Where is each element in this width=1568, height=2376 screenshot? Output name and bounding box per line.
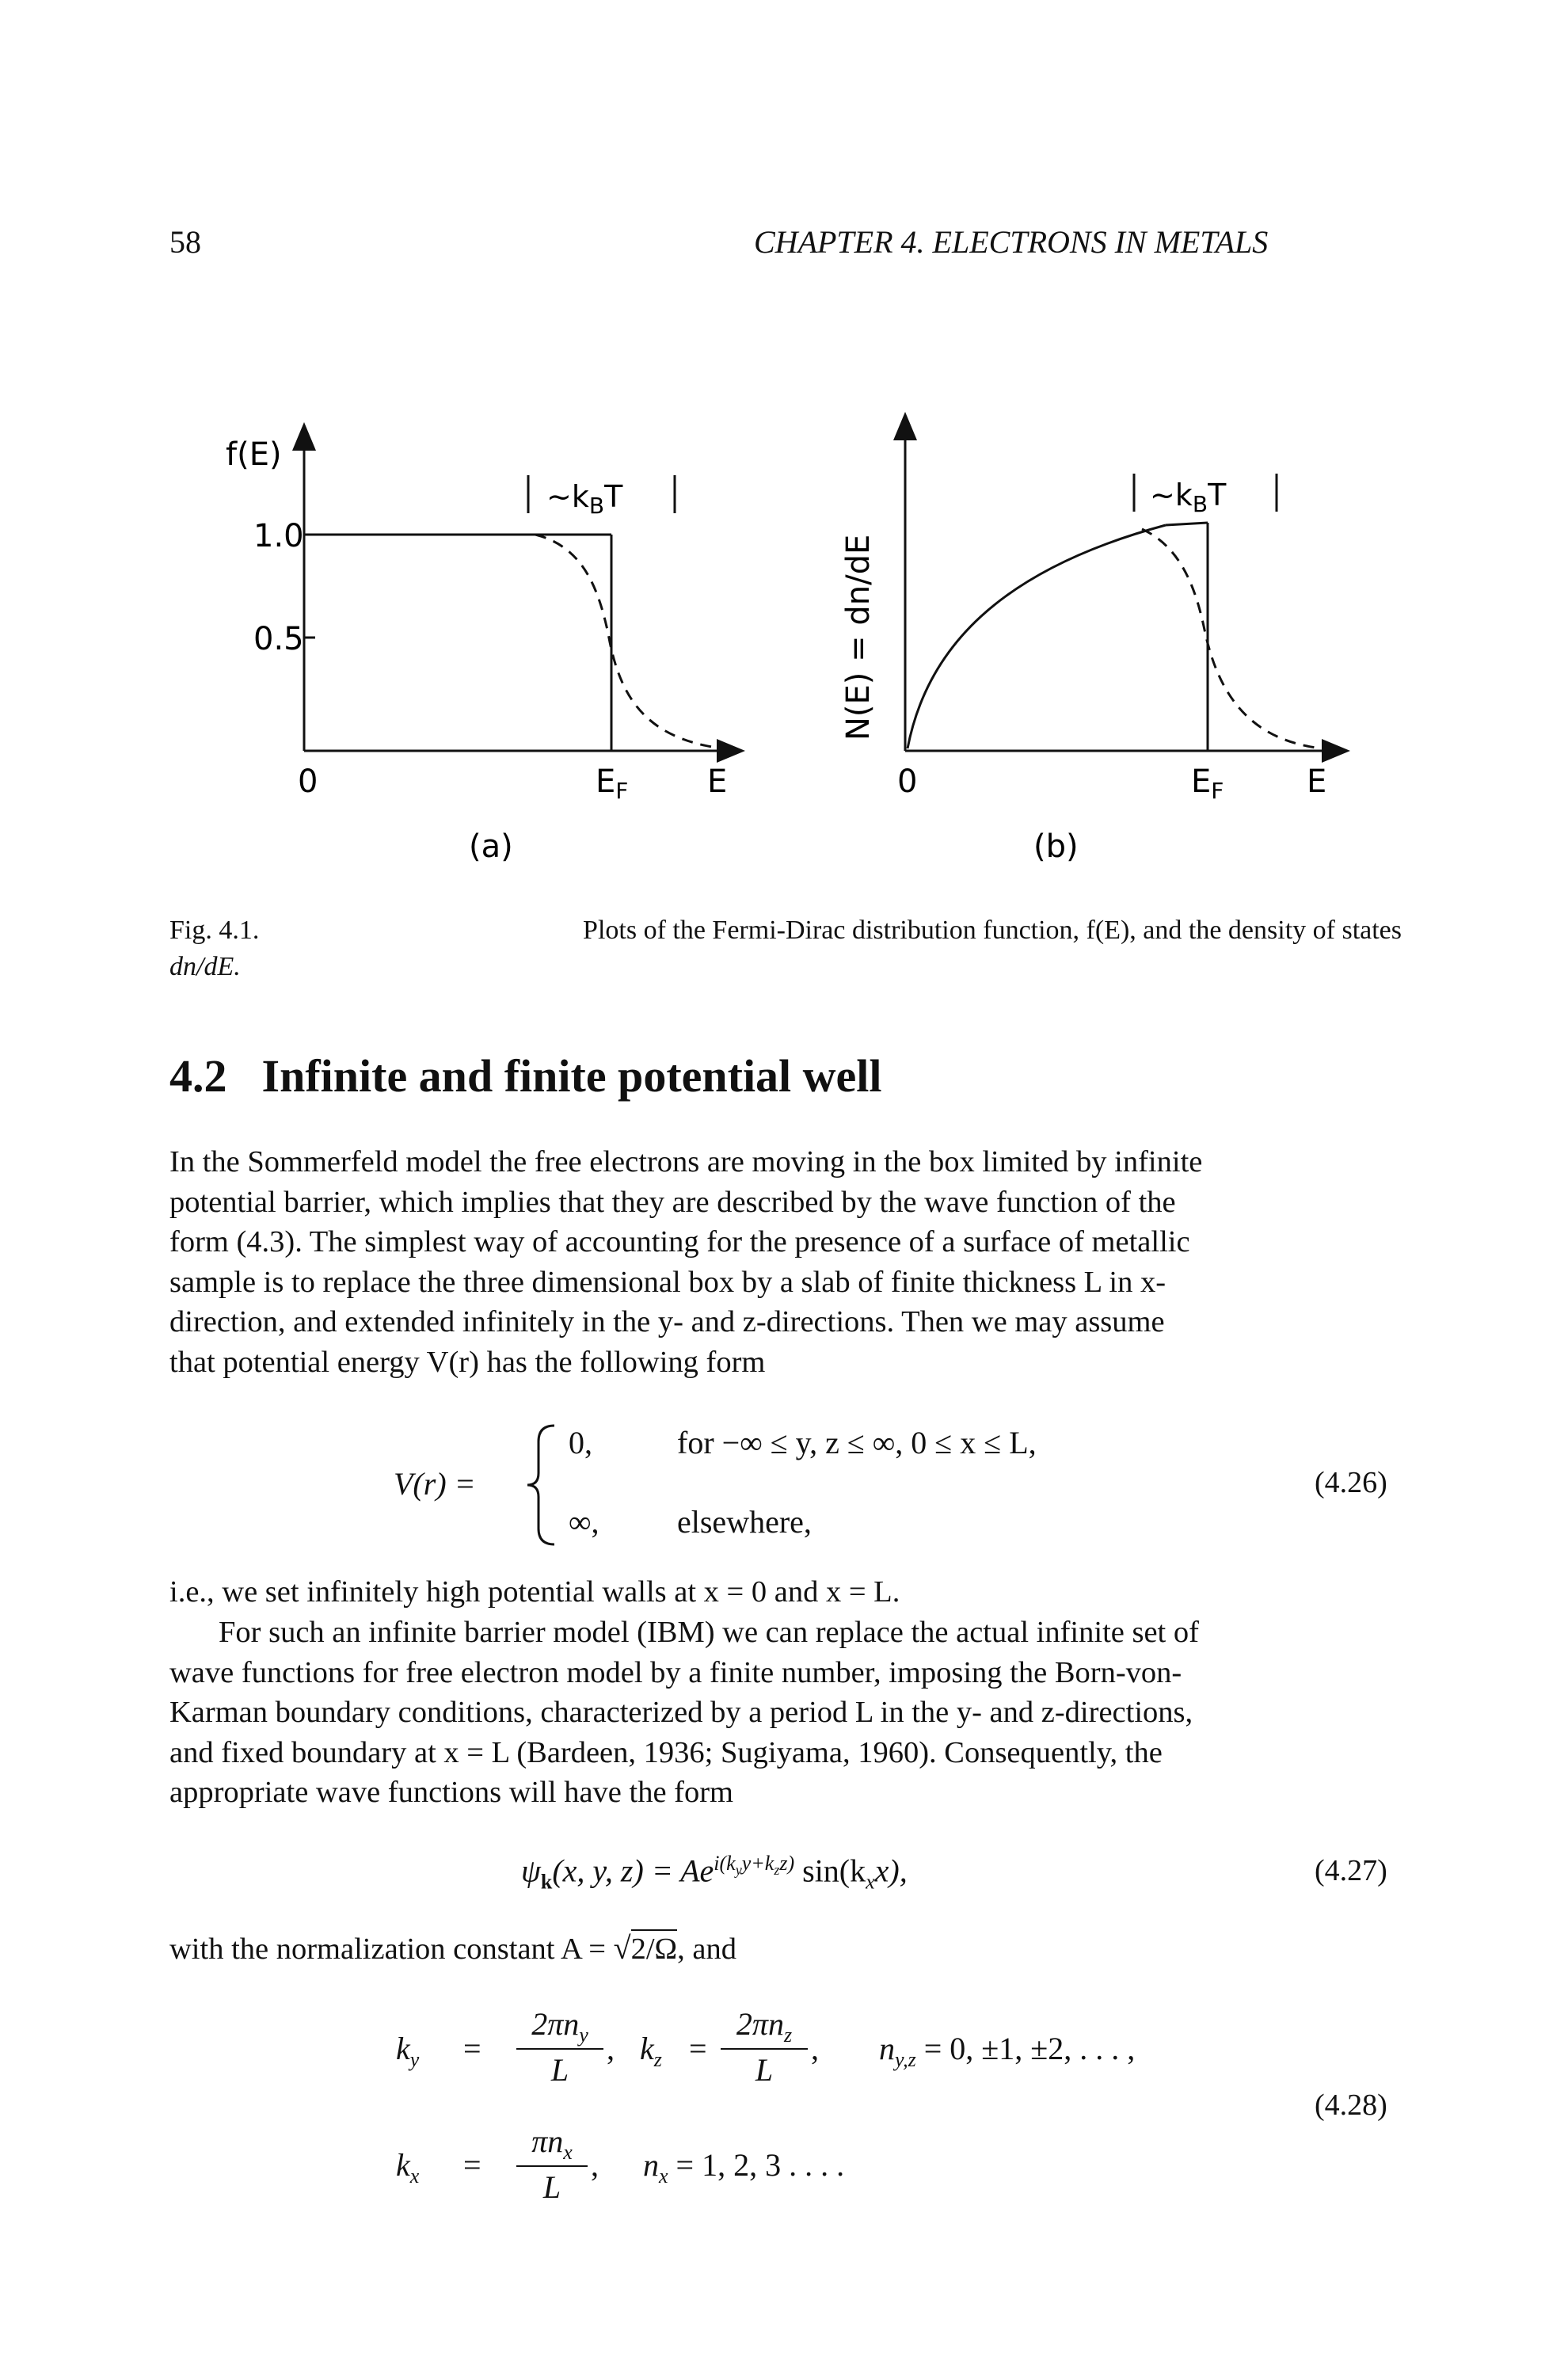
running-title: CHAPTER 4. ELECTRONS IN METALS [754, 224, 1269, 260]
section-number: 4.2 [169, 1050, 227, 1102]
panel-a-fermi-curve [535, 535, 717, 748]
eq-4-28-frac-bar-z [721, 2048, 808, 2050]
eq-4-28-kz: $k_z$ [640, 2031, 662, 2071]
paragraph-2-line: Karman boundary conditions, characterized by a period L in the y- and z-directions, [169, 1696, 1193, 1729]
norm-line-end: , and [677, 1932, 736, 1966]
paragraph-2-line: For such an infinite barrier model (IBM) we can replace the actual infinite set of [219, 1616, 1199, 1649]
eq-4-26-case1-value: 0, [569, 1425, 592, 1460]
eq-4-28-eq1: = [463, 2031, 481, 2066]
norm-line-text: with the normalization constant A = [169, 1932, 614, 1966]
figure-4-1 [0, 0, 1568, 887]
eq-4-28-eq2: = [689, 2031, 707, 2066]
panel-a [226, 434, 733, 865]
paragraph-1-line: potential barrier, which implies that they are described by the wave function of the [169, 1185, 1176, 1219]
eq-4-28-ky: $k_y$ [396, 2031, 420, 2071]
eq-4-28-den-z: L [755, 2052, 774, 2088]
eq-4-28-num-y: $2\pi n_y$ [531, 2006, 588, 2047]
panel-b-ef: $E_F$ [1191, 763, 1224, 804]
eq-4-28-den-y: L [550, 2052, 569, 2088]
eq-4-28-frac-bar-y [516, 2048, 603, 2050]
eq-4-28-num-x: $\pi n_x$ [531, 2123, 573, 2164]
paragraph-1-line: sample is to replace the three dimensional box by a slab of finite thickness L in x- [169, 1265, 1166, 1299]
eq-4-26-case2-cond: elsewhere, [677, 1504, 812, 1540]
eq-4-27-args: (x, y, z) = Ae [552, 1852, 714, 1889]
eq-4-26-case2-value: ∞, [569, 1504, 599, 1540]
eq-4-27-end: x), [874, 1852, 908, 1889]
panel-a-ef: $E_F$ [596, 763, 629, 804]
panel-b-fermi-curve [1142, 529, 1316, 748]
eq-4-27-psi: ψ [521, 1852, 541, 1889]
panel-a-e: E [707, 763, 728, 800]
panel-a-tick-label-05: 0.5 [253, 621, 304, 657]
norm-line-sqrt: 2/Ω [631, 1929, 678, 1966]
eq-4-28-comma-z: , [811, 2031, 819, 2066]
page-number: 58 [169, 224, 201, 260]
eq-4-28-comma-y: , [607, 2031, 615, 2066]
panel-a-label: (a) [469, 828, 513, 865]
paragraph-1-line: form (4.3). The simplest way of accounting for the presence of a surface of metallic [169, 1225, 1190, 1258]
panel-a-tick-label-1: 1.0 [253, 518, 304, 554]
eq-4-28-num-z: $2\pi n_z$ [736, 2006, 793, 2047]
line-after-eq: i.e., we set infinitely high potential walls at x = 0 and x = L. [169, 1575, 900, 1609]
section-title: Infinite and finite potential well [261, 1050, 882, 1102]
panel-a-origin: 0 [298, 763, 318, 800]
eq-4-26-number: (4.26) [1315, 1466, 1387, 1499]
eq-4-27-exponent: i(kyy+kzz) [714, 1852, 795, 1879]
panel-a-ylabel: f(E) [226, 436, 282, 473]
panel-b-dos-curve [908, 525, 1166, 748]
caption-text-2: dn/dE. [169, 952, 241, 981]
eq-4-27 [521, 1852, 908, 1894]
paragraph-1-line: direction, and extended infinitely in the y- and z-directions. Then we may assume [169, 1305, 1165, 1338]
figure-caption [169, 912, 1402, 985]
eq-4-28-den-x: L [542, 2169, 561, 2205]
paragraph-2-line: wave functions for free electron model by a finite number, imposing the Born-von- [169, 1655, 1182, 1689]
panel-a-width-label: $\sim k_BT$ [546, 479, 623, 519]
eq-4-28-kx: $k_x$ [396, 2147, 420, 2188]
eq-4-28-eq3: = [463, 2147, 481, 2183]
panel-b-label: (b) [1033, 828, 1079, 865]
panel-b-width-label: $\sim k_BT$ [1150, 478, 1227, 517]
section-heading [169, 1049, 882, 1102]
eq-4-27-sin-sub: x [866, 1870, 875, 1894]
eq-4-28-number: (4.28) [1315, 2089, 1387, 2122]
paragraph-2 [169, 1613, 1402, 1813]
eq-4-28-nx: $n_x = 1$, 2, 3 . . . . [643, 2147, 845, 2188]
panel-b-origin: 0 [897, 763, 918, 800]
caption-prefix: Fig. 4.1. [169, 916, 260, 945]
eq-4-26-lhs: V(r) = [394, 1466, 476, 1502]
paragraph-1-line: In the Sommerfeld model the free electrons are moving in the box limited by infinite [169, 1145, 1203, 1178]
paragraph-1 [169, 1142, 1402, 1382]
eq-4-27-number: (4.27) [1315, 1854, 1387, 1887]
eq-4-27-sin: sin(k [794, 1852, 866, 1889]
eq-4-27-psi-sub: k [540, 1870, 553, 1894]
eq-4-28-nyz: $n_{y,z} = 0$, ±1, ±2, . . . , [879, 2031, 1136, 2071]
panel-b-dos-curve-top [1166, 523, 1208, 525]
panel-b-e: E [1307, 763, 1327, 800]
eq-4-26-case1-cond: for −∞ ≤ y, z ≤ ∞, 0 ≤ x ≤ L, [677, 1425, 1037, 1460]
caption-text: Plots of the Fermi-Dirac distribution function, f(E), and the density of states [583, 916, 1402, 945]
paragraph-1-line: that potential energy V(r) has the following form [169, 1345, 766, 1379]
paragraph-2-line: and fixed boundary at x = L (Bardeen, 1936; Sugiyama, 1960). Consequently, the [169, 1735, 1163, 1769]
panel-b-ylabel: N(E) = dn/dE [840, 534, 877, 741]
eq-4-28-comma-x: , [591, 2147, 599, 2183]
paragraph-2-line: appropriate wave functions will have the form [169, 1776, 734, 1809]
norm-line: with the normalization constant A = √2/Ω, and [169, 1930, 736, 1966]
eq-4-28-frac-bar-x [516, 2165, 588, 2167]
panel-b [840, 424, 1338, 865]
eq-4-26-brace [523, 1422, 562, 1548]
